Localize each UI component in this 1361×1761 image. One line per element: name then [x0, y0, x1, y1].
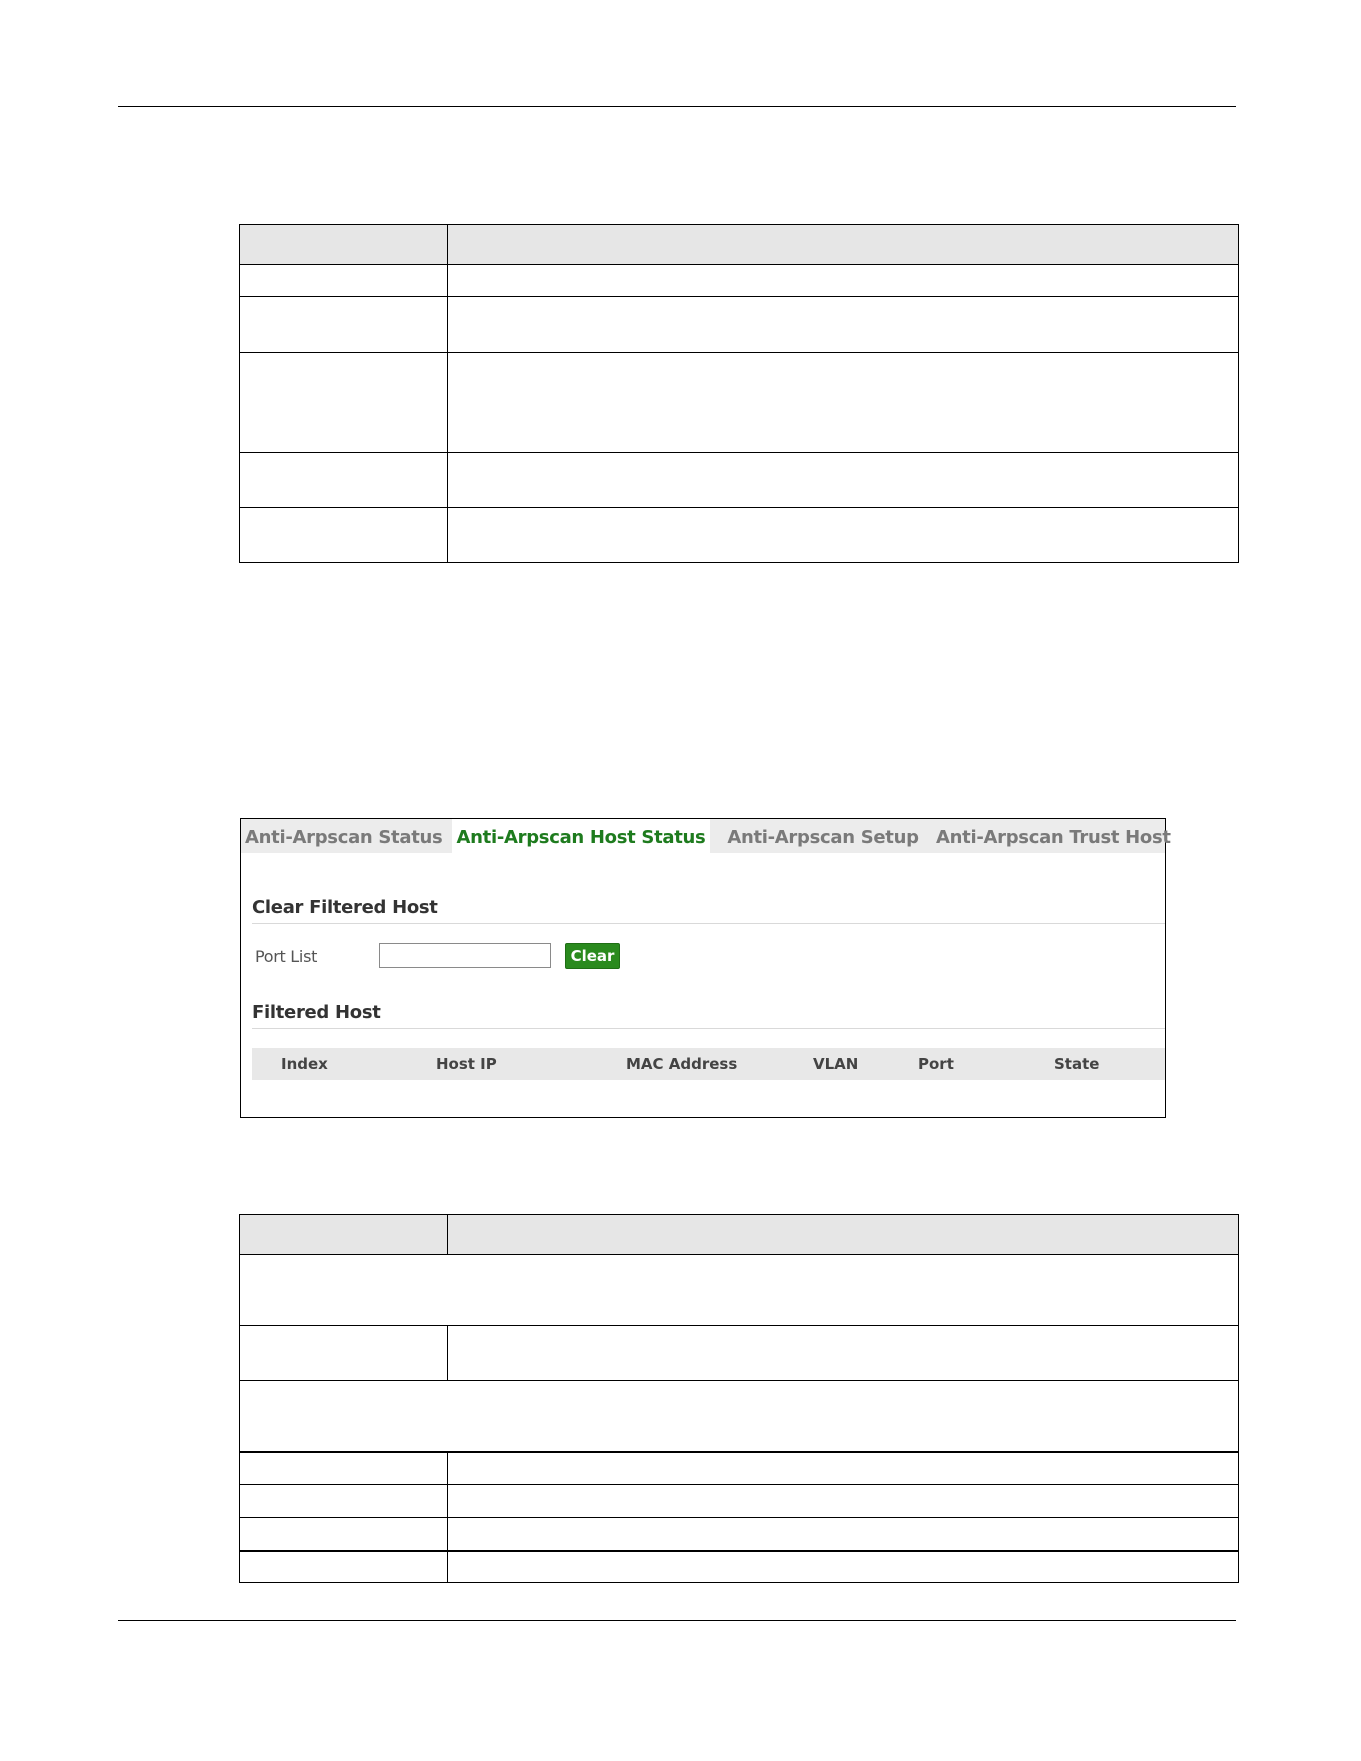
column-header-vlan: VLAN [813, 1055, 859, 1073]
table-section-row [240, 1381, 1239, 1452]
footer-rule [118, 1620, 1236, 1621]
filtered-host-table-header [252, 1048, 1165, 1080]
clear-button[interactable]: Clear [565, 943, 620, 969]
table-section-row [240, 1255, 1239, 1326]
column-header-host-ip: Host IP [436, 1055, 497, 1073]
column-header-state: State [1054, 1055, 1100, 1073]
tab-anti-arpscan-status[interactable]: Anti-Arpscan Status [241, 819, 455, 853]
tab-anti-arpscan-host-status[interactable]: Anti-Arpscan Host Status [452, 819, 710, 853]
section-divider [252, 1028, 1165, 1029]
table-row [240, 297, 1239, 353]
table-row [240, 265, 1239, 297]
upper-field-table [239, 224, 1239, 563]
port-list-label: Port List [255, 947, 318, 966]
filtered-host-title: Filtered Host [252, 1002, 381, 1023]
table-row [240, 1326, 1239, 1381]
anti-arpscan-host-status-screen [240, 818, 1171, 1118]
table-row [240, 508, 1239, 563]
table-row [240, 1551, 1239, 1583]
table-row [240, 453, 1239, 508]
table-row [240, 1518, 1239, 1551]
column-header-index: Index [281, 1055, 328, 1073]
table-header-row [240, 225, 1239, 265]
table-header-row [240, 1215, 1239, 1255]
table-row [240, 1485, 1239, 1518]
column-header-mac-address: MAC Address [626, 1055, 738, 1073]
clear-filtered-host-title: Clear Filtered Host [252, 897, 438, 918]
table-row [240, 353, 1239, 453]
column-header-port: Port [918, 1055, 954, 1073]
header-rule [118, 106, 1236, 107]
lower-field-table [239, 1214, 1239, 1583]
tab-anti-arpscan-trust-host[interactable]: Anti-Arpscan Trust Host [936, 819, 1165, 853]
table-row [240, 1452, 1239, 1485]
port-list-input[interactable] [379, 943, 551, 968]
section-divider [252, 923, 1165, 924]
tab-anti-arpscan-setup[interactable]: Anti-Arpscan Setup [710, 819, 936, 853]
tab-bar [241, 819, 1171, 853]
